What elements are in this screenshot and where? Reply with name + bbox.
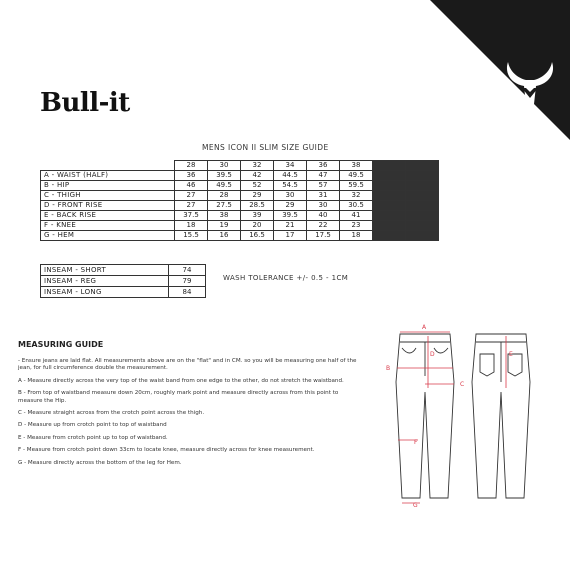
inseam-label: INSEAM - LONG — [41, 287, 169, 298]
guide-item: C - Measure straight across from the crotch point across the thigh. — [18, 410, 205, 417]
inseam-label: INSEAM - SHORT — [41, 265, 169, 276]
size-guide-title: MENS ICON II SLIM SIZE GUIDE — [202, 143, 329, 152]
label-c: C — [460, 381, 465, 388]
empty-cell — [406, 201, 439, 211]
label-a: A — [422, 324, 427, 331]
label-f: F — [414, 439, 418, 446]
table-cell: 49.5 — [208, 181, 241, 191]
row-label: A - WAIST (HALF) — [41, 171, 175, 181]
label-g: G — [413, 502, 418, 509]
table-cell: 27 — [175, 201, 208, 211]
table-row — [41, 191, 439, 201]
table-cell: 15.5 — [175, 231, 208, 241]
jeans-back-drawing — [472, 334, 530, 498]
table-cell: 36 — [175, 171, 208, 181]
table-cell: 41 — [340, 211, 373, 221]
empty-cell — [373, 211, 406, 221]
table-cell: 28.5 — [241, 201, 274, 211]
table-cell: 30 — [274, 191, 307, 201]
table-cell: 39.5 — [274, 211, 307, 221]
label-e: E — [509, 351, 513, 358]
guide-item: E - Measure from crotch point up to top of waistband. — [18, 434, 168, 441]
row-label: G - HEM — [41, 231, 175, 241]
table-cell: 39.5 — [208, 171, 241, 181]
table-cell: 52 — [241, 181, 274, 191]
empty-cell — [406, 171, 439, 181]
label-b: B — [386, 365, 391, 372]
empty-cell — [406, 181, 439, 191]
table-cell: 28 — [208, 191, 241, 201]
empty-cell — [373, 191, 406, 201]
table-cell: 27.5 — [208, 201, 241, 211]
size-header: 28 — [175, 161, 208, 171]
row-label: C - THIGH — [41, 191, 175, 201]
table-cell: 16.5 — [241, 231, 274, 241]
table-cell: 31 — [307, 191, 340, 201]
table-row — [41, 287, 206, 298]
table-cell: 59.5 — [340, 181, 373, 191]
table-row — [41, 265, 206, 276]
table-cell: 39 — [241, 211, 274, 221]
row-label: B - HIP — [41, 181, 175, 191]
guide-item: B - From top of waistband measure down 20cm, roughly mark point and measure directly across from this point to measure the Hip. — [18, 390, 339, 404]
empty-cell — [373, 221, 406, 231]
jeans-front-drawing — [396, 334, 454, 498]
inseam-table — [40, 264, 206, 298]
corner-badge — [430, 0, 570, 140]
size-header: 36 — [307, 161, 340, 171]
header-spacer — [41, 161, 175, 171]
guide-item: F - Measure from crotch point down 33cm to locate knee, measure directly across for knee measurement. — [18, 447, 315, 454]
size-header: 30 — [208, 161, 241, 171]
wash-tolerance-note: WASH TOLERANCE +/- 0.5 - 1CM — [223, 274, 349, 282]
table-cell: 40 — [307, 211, 340, 221]
table-cell: 16 — [208, 231, 241, 241]
inseam-label: INSEAM - REG — [41, 276, 169, 287]
table-cell: 18 — [340, 231, 373, 241]
label-d: D — [430, 351, 435, 358]
guide-item: A - Measure directly across the very top of the waist band from one edge to the other, do not stretch the waistband. — [18, 377, 344, 384]
table-row — [41, 211, 439, 221]
row-label: F - KNEE — [41, 221, 175, 231]
table-cell: 38 — [208, 211, 241, 221]
table-cell: 30.5 — [340, 201, 373, 211]
table-cell: 49.5 — [340, 171, 373, 181]
table-cell: 54.5 — [274, 181, 307, 191]
empty-cell — [373, 201, 406, 211]
brand-logo: Bull-it — [40, 88, 130, 118]
table-row — [41, 171, 439, 181]
size-table — [40, 160, 439, 241]
empty-size-cell — [373, 161, 406, 171]
row-label: E - BACK RISE — [41, 211, 175, 221]
empty-cell — [406, 191, 439, 201]
table-cell: 46 — [175, 181, 208, 191]
table-cell: 37.5 — [175, 211, 208, 221]
size-header-row — [41, 161, 439, 171]
jeans-measurement-diagram — [378, 322, 548, 512]
table-row — [41, 276, 206, 287]
inseam-value: 79 — [169, 276, 206, 287]
empty-cell — [406, 221, 439, 231]
table-cell: 23 — [340, 221, 373, 231]
table-row — [41, 201, 439, 211]
table-row — [41, 181, 439, 191]
empty-cell — [373, 231, 406, 241]
empty-cell — [373, 181, 406, 191]
table-cell: 30 — [307, 201, 340, 211]
measuring-guide-list — [18, 358, 363, 472]
table-cell: 17 — [274, 231, 307, 241]
size-header: 34 — [274, 161, 307, 171]
inseam-value: 74 — [169, 265, 206, 276]
table-cell: 47 — [307, 171, 340, 181]
guide-item: - Ensure jeans are laid flat. All measurements above are on the "flat" and in CM. so you will be measuring one half of the jean, for full circumference double the measurement. — [18, 358, 357, 372]
table-cell: 17.5 — [307, 231, 340, 241]
table-cell: 57 — [307, 181, 340, 191]
guide-item: G - Measure directly across the bottom of the leg for Hem. — [18, 459, 182, 466]
empty-cell — [373, 171, 406, 181]
table-cell: 19 — [208, 221, 241, 231]
table-cell: 29 — [274, 201, 307, 211]
table-cell: 27 — [175, 191, 208, 201]
table-cell: 20 — [241, 221, 274, 231]
table-cell: 22 — [307, 221, 340, 231]
table-row — [41, 221, 439, 231]
table-cell: 18 — [175, 221, 208, 231]
table-cell: 21 — [274, 221, 307, 231]
inseam-value: 84 — [169, 287, 206, 298]
row-label: D - FRONT RISE — [41, 201, 175, 211]
guide-item: D - Measure up from crotch point to top of waistband — [18, 422, 167, 429]
table-cell: 42 — [241, 171, 274, 181]
table-row — [41, 231, 439, 241]
table-cell: 44.5 — [274, 171, 307, 181]
size-header: 32 — [241, 161, 274, 171]
table-cell: 32 — [340, 191, 373, 201]
empty-size-cell — [406, 161, 439, 171]
table-cell: 29 — [241, 191, 274, 201]
size-header: 38 — [340, 161, 373, 171]
empty-cell — [406, 231, 439, 241]
measuring-guide-title: MEASURING GUIDE — [18, 340, 104, 349]
empty-cell — [406, 211, 439, 221]
